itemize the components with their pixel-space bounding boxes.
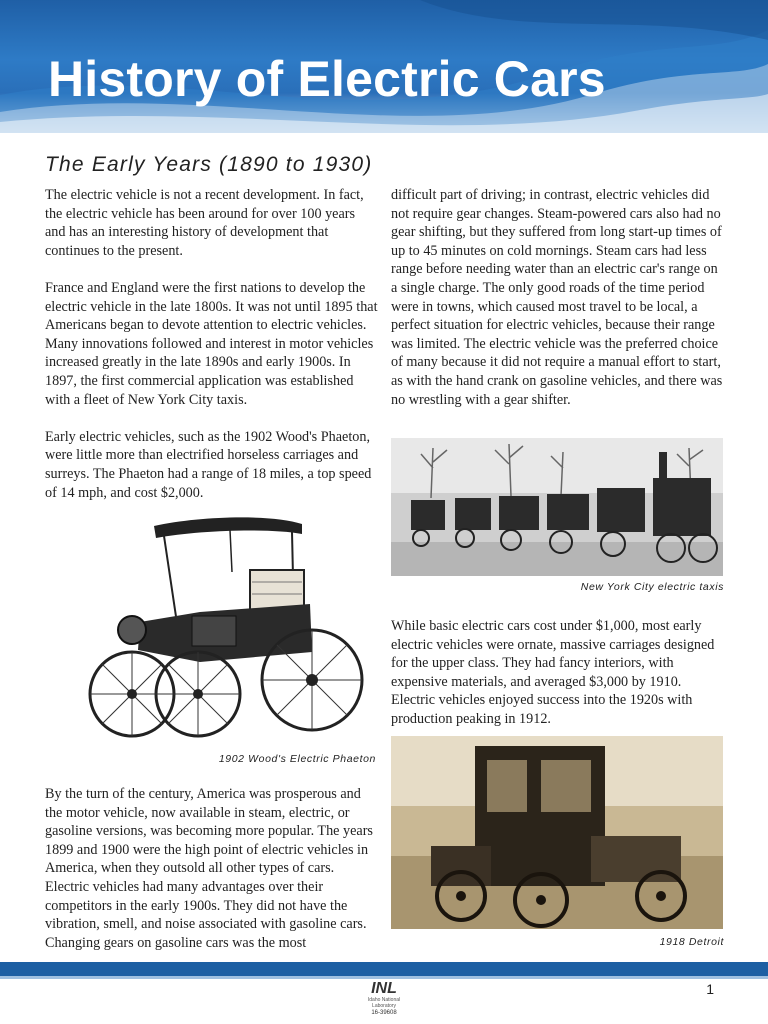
page-number: 1 xyxy=(706,981,714,997)
taxis-photo xyxy=(391,438,723,576)
header-banner xyxy=(0,0,768,133)
paragraph-france-england: France and England were the first nations to develop the electric vehicle in the late 1800s. It was not until 1895 that Americans began to devote attention to electric vehicles. Many innovations followed and interest in motor vehicles increased greatly in the late 1890s and early 1900s. In 1897, the first commercial application was established with a fleet of New York City taxis. xyxy=(45,279,378,408)
left-column-bottom-text xyxy=(45,785,379,971)
inl-logo xyxy=(362,981,406,1019)
footer-band xyxy=(0,962,768,976)
detroit-photo xyxy=(391,736,723,929)
taxis-caption: New York City electric taxis xyxy=(580,581,724,593)
paragraph-driving-comparison: difficult part of driving; in contrast, electric vehicles did not require gear changes. Steam-powered cars also had no gear shifting, but they suffered from long start-up times of up to 45 minutes on cold mornings. Steam cars had less range before needing water than an electric car's range on a single charge. The only good roads of the time period were in towns, which caused most travel to be local, a perfect situation for electric vehicles, because their range was limited. The electric vehicle was the preferred choice of many because it did not require a manual effort to start, as with the hand crank on gasoline vehicles, and there was no wrestling with a gear shifter. xyxy=(391,187,723,408)
phaeton-caption: 1902 Wood's Electric Phaeton xyxy=(218,753,376,765)
right-column-middle-text xyxy=(391,617,725,747)
logo-subtext: Idaho National Laboratory xyxy=(367,997,401,1009)
paragraph-ornate-carriages: While basic electric cars cost under $1,000, most early electric vehicles were ornate, massive carriages designed for the upper class. They had fancy interiors, with expensive materials, and averaged $3,000 by 1910. Electric vehicles enjoyed success into the 1920s with production peaking in 1912. xyxy=(391,618,715,727)
paragraph-turn-of-century: By the turn of the century, America was prosperous and the motor vehicle, now available in steam, electric, or gasoline versions, was becoming more popular. The years 1899 and 1900 were the high point of electric vehicles in America, when they outsold all other types of cars. Electric vehicles had many advantages over their competitors in the early 1900s. They did not have the vibration, smell, and noise associated with gasoline cars. Changing gears on gasoline cars was the most xyxy=(45,786,373,951)
paragraph-intro: The electric vehicle is not a recent development. In fact, the electric vehicle has been around for over 100 years and has an interesting history of development that continues to the present. xyxy=(45,187,364,259)
document-id: 16-39608 xyxy=(371,1010,397,1016)
left-column-text xyxy=(45,186,379,521)
right-column-text xyxy=(391,186,725,428)
paragraph-early-vehicles: Early electric vehicles, such as the 1902 Wood's Phaeton, were little more than electrified horseless carriages and surreys. The Phaeton had a range of 18 miles, a top speed of 14 mph, and cost $2,000. xyxy=(45,428,372,501)
page-title: History of Electric Cars xyxy=(48,51,606,107)
logo-wordmark: INL xyxy=(371,980,397,997)
detroit-caption: 1918 Detroit xyxy=(659,936,724,948)
phaeton-illustration xyxy=(80,512,372,746)
footer-band-accent xyxy=(0,976,768,979)
section-heading: The Early Years (1890 to 1930) xyxy=(45,153,373,176)
